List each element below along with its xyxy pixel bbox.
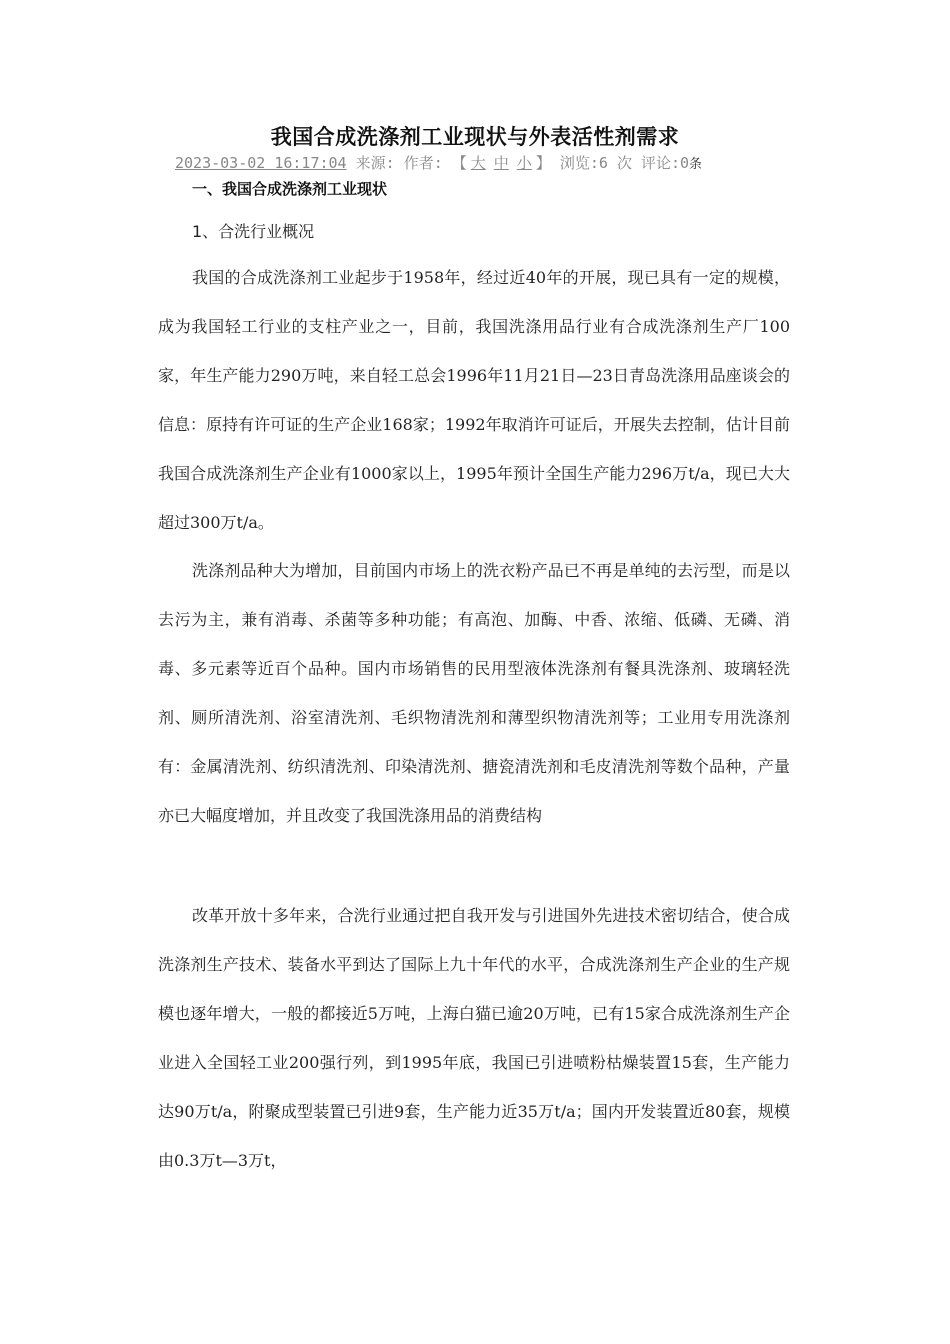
publish-date: 2023-03-02 16:17:04 <box>175 154 347 172</box>
font-size-bracket-open: 【 <box>451 154 467 172</box>
sub-heading: 1、合洗行业概况 <box>192 222 315 241</box>
body-paragraph: 改革开放十多年来，合洗行业通过把自我开发与引进国外先进技术密切结合，使合成洗涤剂生产技术、装备水平到达了国际上九十年代的水平，合成洗涤剂生产企业的生产规模也逐年增大，一般的都接近5万吨，上海白猫已逾20万吨，已有15家合成洗涤剂生产企业进入全国轻工业200强行列，到1995年底，我国已引进喷粉枯燥装置15套，生产能力达90万t/a，附聚成型装置已引进9套，生产能力近35万t/a；国内开发装置近80套，规模由0.3万t—3万t， <box>158 906 790 1170</box>
body-paragraph: 洗涤剂品种大为增加，目前国内市场上的洗衣粉产品已不再是单纯的去污型，而是以去污为主，兼有消毒、杀菌等多种功能；有高泡、加酶、中香、浓缩、低磷、无磷、消毒、多元素等近百个品种。国内市场销售的民用型液体洗涤剂有餐具洗涤剂、玻璃轻洗剂、厕所清洗剂、浴室清洗剂、毛织物清洗剂和薄型织物清洗剂等；工业用专用洗涤剂有：金属清洗剂、纺织清洗剂、印染清洗剂、搪瓷清洗剂和毛皮清洗剂等数个品种，产量亦已大幅度增加，并且改变了我国洗涤用品的消费结构 <box>158 561 790 825</box>
source-label: 来源: <box>355 154 395 172</box>
body-paragraph: 我国的合成洗涤剂工业起步于1958年，经过近40年的开展，现已具有一定的规模，成为我国轻工行业的支柱产业之一，目前，我国洗涤用品行业有合成洗涤剂生产厂100家，年生产能力290万吨，来自轻工总会1996年11月21日—23日青岛洗涤用品座谈会的信息：原持有许可证的生产企业168家；1992年取消许可证后，开展失去控制，估计目前我国合成洗涤剂生产企业有1000家以上，1995年预计全国生产能力296万t/a，现已大大超过300万t/a。 <box>158 268 790 532</box>
font-size-large-link[interactable]: 大 <box>470 154 486 172</box>
section-heading: 一、我国合成洗涤剂工业现状 <box>192 180 388 198</box>
article-title: 我国合成洗涤剂工业现状与外表活性剂需求 <box>270 125 680 149</box>
comment-count: 评论:0 <box>640 154 690 172</box>
font-size-bracket-close: 】 <box>535 154 551 172</box>
font-size-small-link[interactable]: 小 <box>516 154 532 172</box>
view-count: 浏览:6 次 <box>559 154 632 172</box>
article-meta-bar <box>175 152 815 173</box>
font-size-medium-link[interactable]: 中 <box>493 154 509 172</box>
comment-count-unit: 条 <box>689 157 703 172</box>
author-label: 作者: <box>403 154 443 172</box>
